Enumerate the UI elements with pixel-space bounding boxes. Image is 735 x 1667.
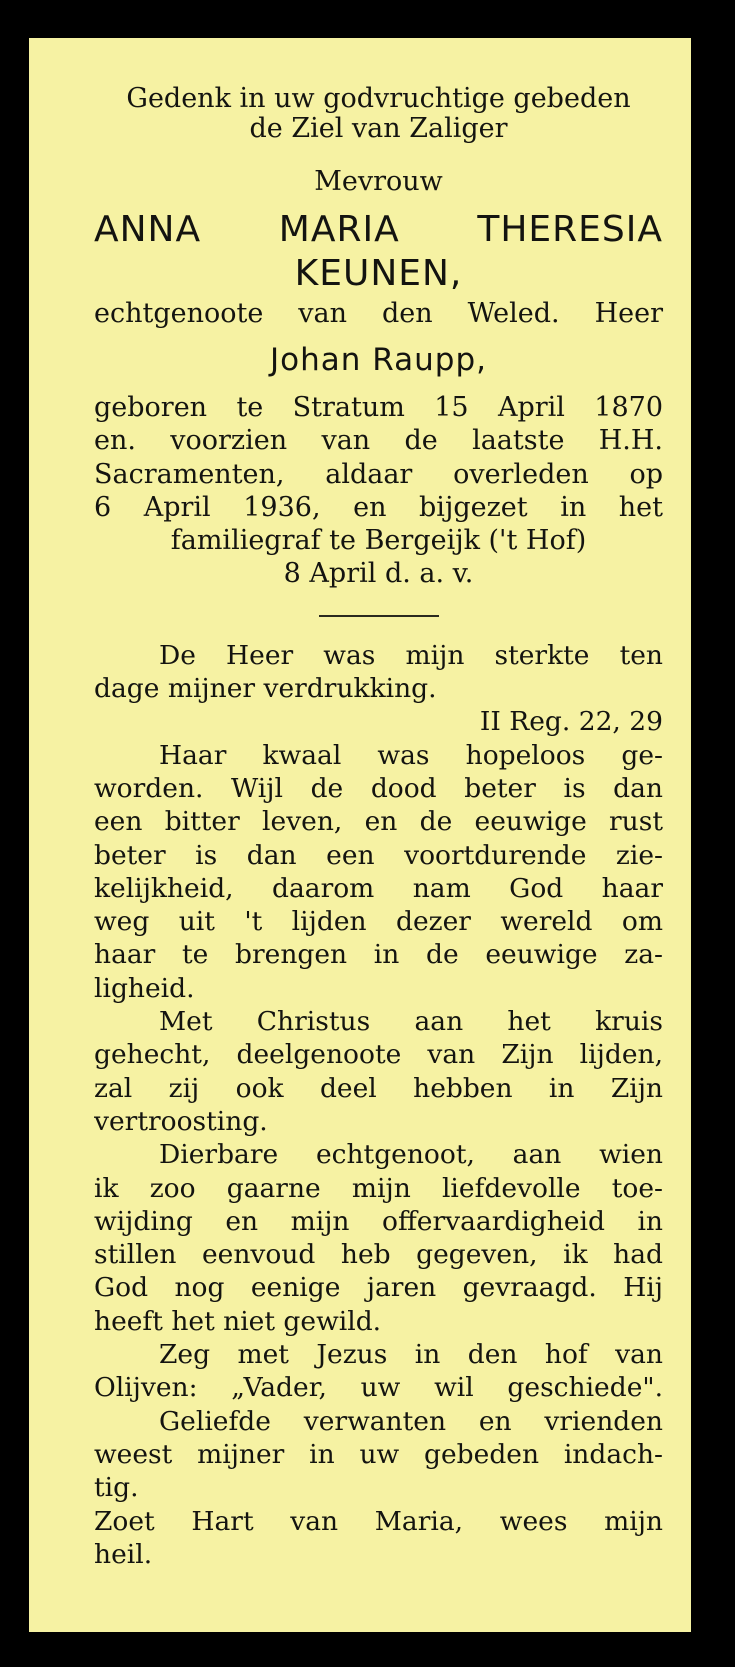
deceased-name-line: KEUNEN, [294, 253, 463, 294]
biography-line: 6 April 1936, en bijgezet in het [94, 491, 663, 523]
text-line: een bitter leven, en de eeuwige rust [94, 806, 663, 838]
intro [94, 82, 663, 146]
text-line: tig. [94, 1472, 139, 1504]
text-line: kelijkheid, daarom nam God haar [94, 872, 663, 904]
text-line: gehecht, deelgenoote van Zijn lijden, [94, 1039, 663, 1071]
deceased-name-line: ANNA MARIA THERESIA [94, 209, 663, 250]
text-line: weest mijner in uw gebeden indach- [94, 1438, 663, 1470]
text-line: Geliefde verwanten en vrienden [159, 1405, 663, 1437]
text-line: wijding en mijn offervaardigheid in [94, 1205, 663, 1237]
text-line: Zoet Hart van Maria, wees mijn [94, 1505, 663, 1537]
text-line: haar te brengen in de eeuwige za- [94, 939, 663, 971]
text-line: God nog eenige jaren gevraagd. Hij [94, 1272, 663, 1304]
text-line: weg uit 't lijden dezer wereld om [94, 906, 663, 938]
text-line: dage mijner verdrukking. [94, 673, 437, 705]
text-line: Met Christus aan het kruis [159, 1006, 663, 1038]
text-line: De Heer was mijn sterkte ten [159, 639, 663, 671]
scripture-reference: II Reg. 22, 29 [479, 706, 663, 738]
text-line: ligheid. [94, 972, 195, 1004]
text-line: Olijven: „Vader, uw wil geschiede". [94, 1372, 663, 1404]
honorific: Mevrouw [314, 166, 443, 197]
text-line: Dierbare echtgenoot, aan wien [159, 1139, 663, 1171]
biography-line: Sacramenten, aldaar overleden op [94, 458, 663, 490]
text-line: heil. [94, 1538, 153, 1570]
divider [319, 615, 439, 617]
biography-line: 8 April d. a. v. [283, 558, 474, 590]
intro-line: de Ziel van Zaliger [249, 113, 508, 144]
intro-line: Gedenk in uw godvruchtige gebeden [126, 83, 631, 114]
text-line: stillen eenvoud heb gegeven, ik had [94, 1239, 663, 1271]
text-line: beter is dan een voortdurende zie- [94, 839, 663, 871]
spouse-name: Johan Raupp, [270, 342, 487, 378]
biography-line: en. voorzien van de laatste H.H. [94, 425, 663, 457]
text-line: worden. Wijl de dood beter is dan [94, 772, 663, 804]
memorial-card [29, 38, 691, 1632]
biography-line: geboren te Stratum 15 April 1870 [94, 392, 663, 423]
text-line: zal zij ook deel hebben in Zijn [94, 1072, 663, 1104]
text-line: Zeg met Jezus in den hof van [159, 1339, 663, 1371]
text-line: vertroosting. [94, 1105, 268, 1137]
memorial-text [94, 639, 663, 1571]
text-line: Haar kwaal was hopeloos ge- [159, 739, 663, 771]
deceased-name [94, 208, 663, 296]
biography-line: familiegraf te Bergeijk ('t Hof) [170, 525, 587, 557]
biography [94, 391, 663, 591]
spouse-intro: echtgenoote van den Weled. Heer [94, 298, 663, 329]
text-line: ik zoo gaarne mijn liefdevolle toe- [94, 1172, 663, 1204]
text-line: heeft het niet gewild. [94, 1305, 382, 1337]
